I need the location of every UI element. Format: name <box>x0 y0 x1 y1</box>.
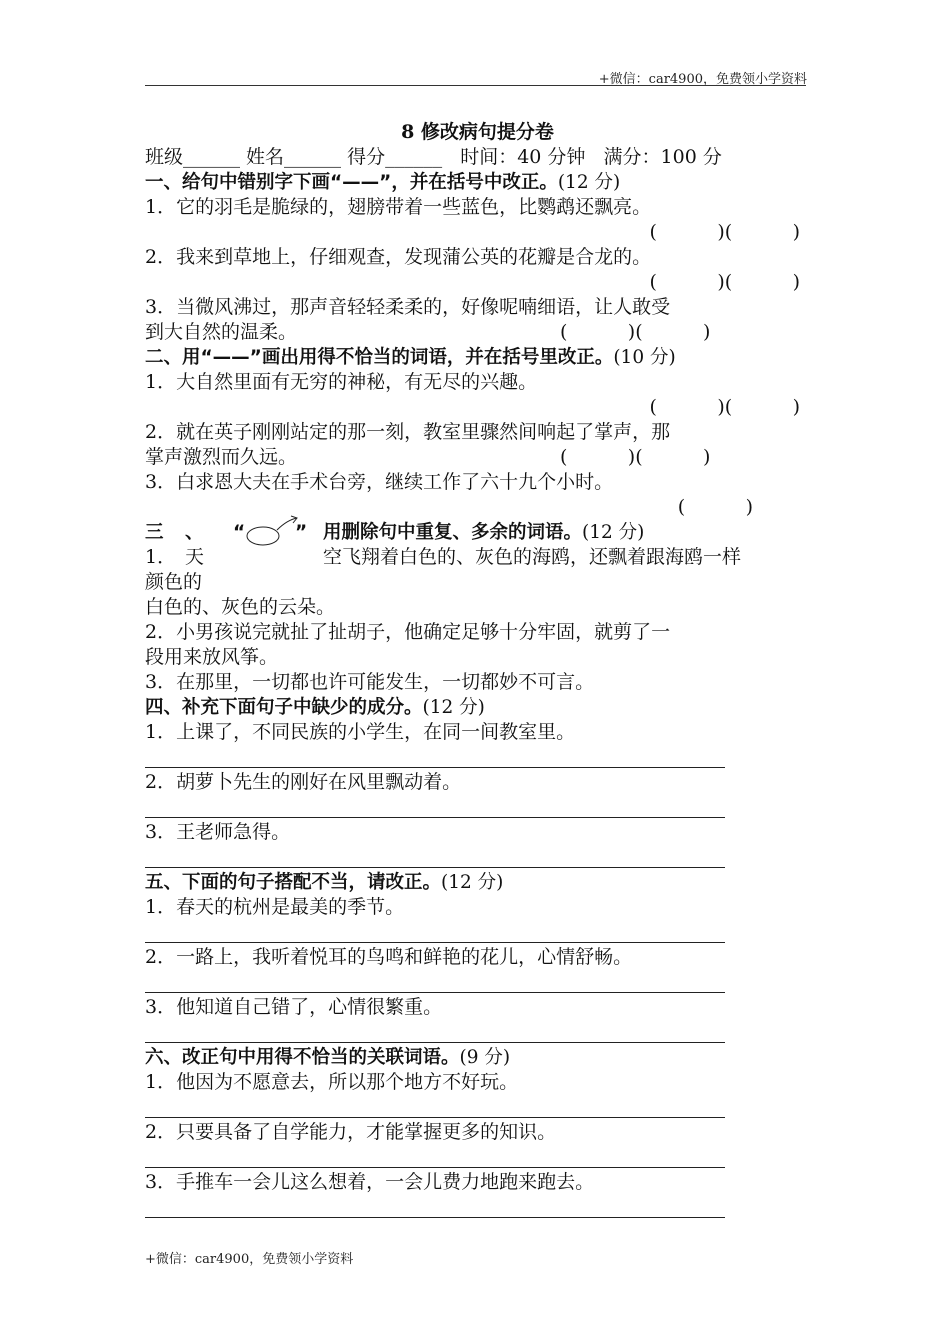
section-2-points: (10 分) <box>613 347 676 368</box>
s4-q3-answer-line[interactable] <box>145 845 810 870</box>
s1-question-3a: 3．当微风沸过，那声音轻轻柔柔的，好像呢喃细语，让人敢受 <box>145 296 671 318</box>
section-6-title: 六、改正句中用得不恰当的关联词语。 <box>145 1047 460 1068</box>
s1-question-3b-text: 到大自然的温柔。 <box>145 321 298 343</box>
s5-question-1: 1．春天的杭州是最美的季节。 <box>145 896 405 918</box>
student-info-line: 班级______ 姓名______ 得分______ 时间：40 分钟 满分：100 分 <box>145 146 722 168</box>
section-4-heading <box>145 695 810 720</box>
section-3-title-text: 用删除句中重复、多余的词语。 <box>323 522 583 543</box>
s4-q2-answer-line[interactable] <box>145 795 810 820</box>
s2-question-3: 3．白求恩大夫在手术台旁，继续工作了六十九个小时。 <box>145 471 614 493</box>
s2-question-2a: 2．就在英子刚刚站定的那一刻，教室里骤然间响起了掌声，那 <box>145 421 671 443</box>
s3-question-1-part-c: 颜色的 <box>145 571 203 593</box>
header-rule <box>145 85 806 86</box>
section-1-heading <box>145 170 810 195</box>
section-2-title: 二、用“——”画出用得不恰当的词语，并在括号里改正。 <box>145 347 614 368</box>
s3-question-1-part-a: 天 <box>185 546 205 568</box>
s3-question-1-row <box>145 545 810 570</box>
s2-question-2b-text: 掌声激烈而久远。 <box>145 446 298 468</box>
worksheet <box>145 120 810 1220</box>
s6-question-1: 1．他因为不愿意去，所以那个地方不好玩。 <box>145 1071 519 1093</box>
section-6-points: (9 分) <box>459 1047 511 1068</box>
s6-question-3: 3．手推车一会儿这么想着，一会儿费力地跑来跑去。 <box>145 1171 595 1193</box>
s5-q3-answer-line[interactable] <box>145 1020 810 1045</box>
s6-question-2: 2．只要具备了自学能力，才能掌握更多的知识。 <box>145 1121 557 1143</box>
section-3-heading <box>145 520 810 545</box>
s2-q1-answer-parens[interactable]: ( )( ) <box>649 396 800 418</box>
section-4-points: (12 分) <box>422 697 485 718</box>
s4-question-3: 3．王老师急得。 <box>145 821 291 843</box>
s2-q2-answer-parens[interactable]: ( )( ) <box>560 446 711 468</box>
deletion-mark-icon <box>243 514 303 548</box>
section-3-title <box>323 520 644 545</box>
section-5-points: (12 分) <box>441 872 504 893</box>
s1-q2-answer-parens[interactable]: ( )( ) <box>649 271 800 293</box>
section-3-separator: 、 <box>185 522 204 543</box>
s5-q2-answer-line[interactable] <box>145 970 810 995</box>
s1-question-1: 1．它的羽毛是脆绿的，翅膀带着一些蓝色，比鹦鹉还飘亮。 <box>145 196 652 218</box>
section-6-heading <box>145 1045 810 1070</box>
section-5-heading <box>145 870 810 895</box>
watermark-top: +微信：car4900，免费领小学资料 <box>598 72 807 87</box>
section-1-title: 一、给句中错别字下画“——”，并在括号中改正。 <box>145 172 558 193</box>
s3-question-1-number: 1． <box>145 546 177 568</box>
s2-question-2b <box>145 445 810 470</box>
section-1-points: (12 分) <box>557 172 621 193</box>
s5-question-3: 3．他知道自己错了，心情很繁重。 <box>145 996 443 1018</box>
section-2-heading <box>145 345 810 370</box>
s1-question-3b <box>145 320 810 345</box>
section-4-title: 四、补充下面句子中缺少的成分。 <box>145 697 423 718</box>
s6-q2-answer-line[interactable] <box>145 1145 810 1170</box>
s4-q1-answer-line[interactable] <box>145 745 810 770</box>
s6-q1-answer-line[interactable] <box>145 1095 810 1120</box>
watermark-bottom: +微信：car4900，免费领小学资料 <box>145 1252 354 1267</box>
s2-q3-answer-parens[interactable]: ( ) <box>677 496 753 518</box>
s5-q1-answer-line[interactable] <box>145 920 810 945</box>
section-3-close-quote: ” <box>295 522 308 543</box>
s3-question-2b: 段用来放风筝。 <box>145 646 279 668</box>
s3-question-1-part-d: 白色的、灰色的云朵。 <box>145 596 336 618</box>
s6-q3-answer-line[interactable] <box>145 1195 810 1220</box>
s3-question-1-part-b: 空飞翔着白色的、灰色的海鸥，还飘着跟海鸥一样 <box>323 546 742 568</box>
section-5-title: 五、下面的句子搭配不当，请改正。 <box>145 872 442 893</box>
s1-question-2: 2．我来到草地上，仔细观查，发现蒲公英的花瓣是合龙的。 <box>145 246 652 268</box>
s3-question-3: 3．在那里，一切都也许可能发生，一切都妙不可言。 <box>145 671 595 693</box>
section-3-points: (12 分) <box>582 522 645 543</box>
s4-question-2: 2．胡萝卜先生的刚好在风里飘动着。 <box>145 771 462 793</box>
s2-question-1: 1．大自然里面有无穷的神秘，有无尽的兴趣。 <box>145 371 538 393</box>
s5-question-2: 2．一路上，我听着悦耳的鸟鸣和鲜艳的花儿，心情舒畅。 <box>145 946 633 968</box>
s3-question-2a: 2．小男孩说完就扯了扯胡子，他确定足够十分牢固，就剪了一 <box>145 621 671 643</box>
section-3-number: 三 <box>145 522 164 543</box>
s4-question-1: 1．上课了，不同民族的小学生，在同一间教室里。 <box>145 721 576 743</box>
section-3-open-quote: “ <box>233 522 246 543</box>
s1-q1-answer-parens[interactable]: ( )( ) <box>649 221 800 243</box>
s1-q3-answer-parens[interactable]: ( )( ) <box>560 321 711 343</box>
page-title: 8 修改病句提分卷 <box>401 121 554 143</box>
